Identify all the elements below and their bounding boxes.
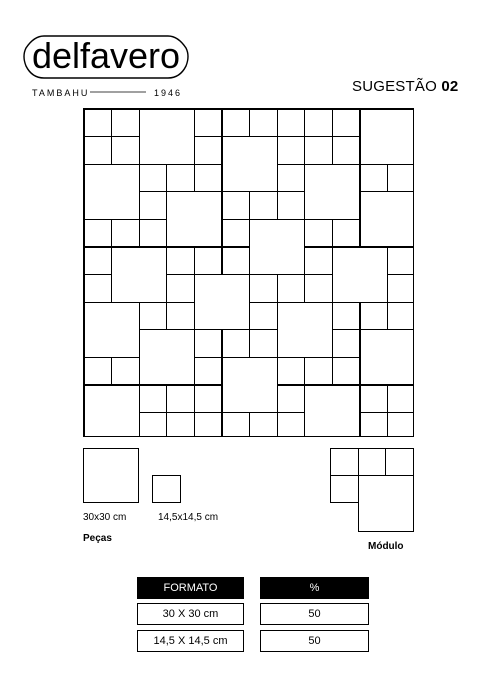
small-tile xyxy=(194,109,223,138)
small-tile xyxy=(387,274,414,303)
large-tile xyxy=(277,302,333,358)
table-cell-percent: 50 xyxy=(260,630,369,652)
suggestion-number: 02 xyxy=(441,78,459,95)
small-tile xyxy=(304,219,333,248)
large-tile xyxy=(194,274,250,330)
tile-layout-grid xyxy=(83,108,414,437)
large-tile xyxy=(111,247,167,303)
small-tile xyxy=(194,357,223,386)
large-tile xyxy=(139,109,195,165)
small-tile xyxy=(84,247,113,276)
small-tile xyxy=(332,219,361,248)
small-tile xyxy=(360,412,389,437)
large-tile xyxy=(304,164,360,220)
piece-large-sample xyxy=(83,448,139,503)
small-tile xyxy=(194,385,223,414)
large-tile xyxy=(84,302,140,358)
small-tile xyxy=(387,412,414,437)
small-tile xyxy=(304,136,333,165)
small-tile xyxy=(222,329,251,358)
table-cell-format: 14,5 X 14,5 cm xyxy=(137,630,244,652)
small-tile xyxy=(249,109,278,138)
small-tile xyxy=(194,412,223,437)
large-tile xyxy=(249,219,305,275)
small-tile xyxy=(332,357,361,386)
small-tile xyxy=(111,219,140,248)
small-tile xyxy=(249,274,278,303)
large-tile xyxy=(222,136,278,192)
small-tile xyxy=(139,191,168,220)
small-tile xyxy=(277,191,306,220)
small-tile xyxy=(387,247,414,276)
large-tile xyxy=(304,385,360,438)
small-tile xyxy=(111,357,140,386)
small-tile xyxy=(111,109,140,138)
small-tile xyxy=(387,164,414,193)
piece-small-label: 14,5x14,5 cm xyxy=(158,512,219,523)
delfavero-logo xyxy=(18,10,193,102)
module-cell xyxy=(358,448,386,476)
small-tile xyxy=(277,274,306,303)
small-tile xyxy=(249,412,278,437)
logo-wordmark: delfavero xyxy=(31,35,181,76)
large-tile xyxy=(84,385,140,438)
table-header-format: FORMATO xyxy=(137,577,244,599)
small-tile xyxy=(360,302,389,331)
large-tile xyxy=(360,109,415,165)
logo-year: 1946 xyxy=(153,88,182,98)
large-tile xyxy=(360,329,415,385)
module-label: Módulo xyxy=(368,541,404,552)
small-tile xyxy=(249,191,278,220)
module-cell xyxy=(330,475,359,503)
small-tile xyxy=(139,385,168,414)
small-tile xyxy=(139,164,168,193)
table-header-percent: % xyxy=(260,577,369,599)
small-tile xyxy=(387,385,414,414)
small-tile xyxy=(277,109,306,138)
large-tile xyxy=(166,191,222,247)
small-tile xyxy=(194,247,223,276)
small-tile xyxy=(166,302,195,331)
large-tile xyxy=(84,164,140,220)
small-tile xyxy=(84,219,113,248)
small-tile xyxy=(84,109,113,138)
small-tile xyxy=(360,164,389,193)
pieces-section-label: Peças xyxy=(83,533,112,544)
small-tile xyxy=(84,357,113,386)
small-tile xyxy=(84,274,113,303)
small-tile xyxy=(332,109,361,138)
suggestion-label: SUGESTÃO xyxy=(352,78,437,95)
small-tile xyxy=(166,164,195,193)
small-tile xyxy=(332,136,361,165)
small-tile xyxy=(249,329,278,358)
small-tile xyxy=(304,357,333,386)
small-tile xyxy=(194,164,223,193)
small-tile xyxy=(304,274,333,303)
small-tile xyxy=(166,274,195,303)
module-cell xyxy=(385,448,414,476)
small-tile xyxy=(249,302,278,331)
small-tile xyxy=(222,247,251,276)
piece-small-sample xyxy=(152,475,181,503)
table-cell-percent: 50 xyxy=(260,603,369,625)
small-tile xyxy=(84,136,113,165)
module-cell xyxy=(330,448,359,476)
large-tile xyxy=(332,247,388,303)
small-tile xyxy=(332,329,361,358)
small-tile xyxy=(304,247,333,276)
small-tile xyxy=(166,385,195,414)
small-tile xyxy=(139,302,168,331)
piece-large-label: 30x30 cm xyxy=(83,512,127,523)
small-tile xyxy=(222,109,251,138)
small-tile xyxy=(304,109,333,138)
small-tile xyxy=(139,219,168,248)
small-tile xyxy=(222,219,251,248)
logo-location: TAMBAHU xyxy=(32,88,90,98)
small-tile xyxy=(166,412,195,437)
small-tile xyxy=(277,412,306,437)
small-tile xyxy=(222,412,251,437)
large-tile xyxy=(360,191,415,247)
small-tile xyxy=(332,302,361,331)
small-tile xyxy=(277,385,306,414)
small-tile xyxy=(277,136,306,165)
small-tile xyxy=(360,385,389,414)
module-diagram xyxy=(330,448,414,532)
suggestion-title xyxy=(352,78,458,95)
small-tile xyxy=(277,357,306,386)
small-tile xyxy=(111,136,140,165)
small-tile xyxy=(139,412,168,437)
small-tile xyxy=(387,302,414,331)
large-tile xyxy=(139,329,195,385)
small-tile xyxy=(277,164,306,193)
small-tile xyxy=(194,329,223,358)
small-tile xyxy=(166,247,195,276)
large-tile xyxy=(222,357,278,413)
small-tile xyxy=(194,136,223,165)
module-cell xyxy=(358,475,414,532)
table-cell-format: 30 X 30 cm xyxy=(137,603,244,625)
small-tile xyxy=(222,191,251,220)
